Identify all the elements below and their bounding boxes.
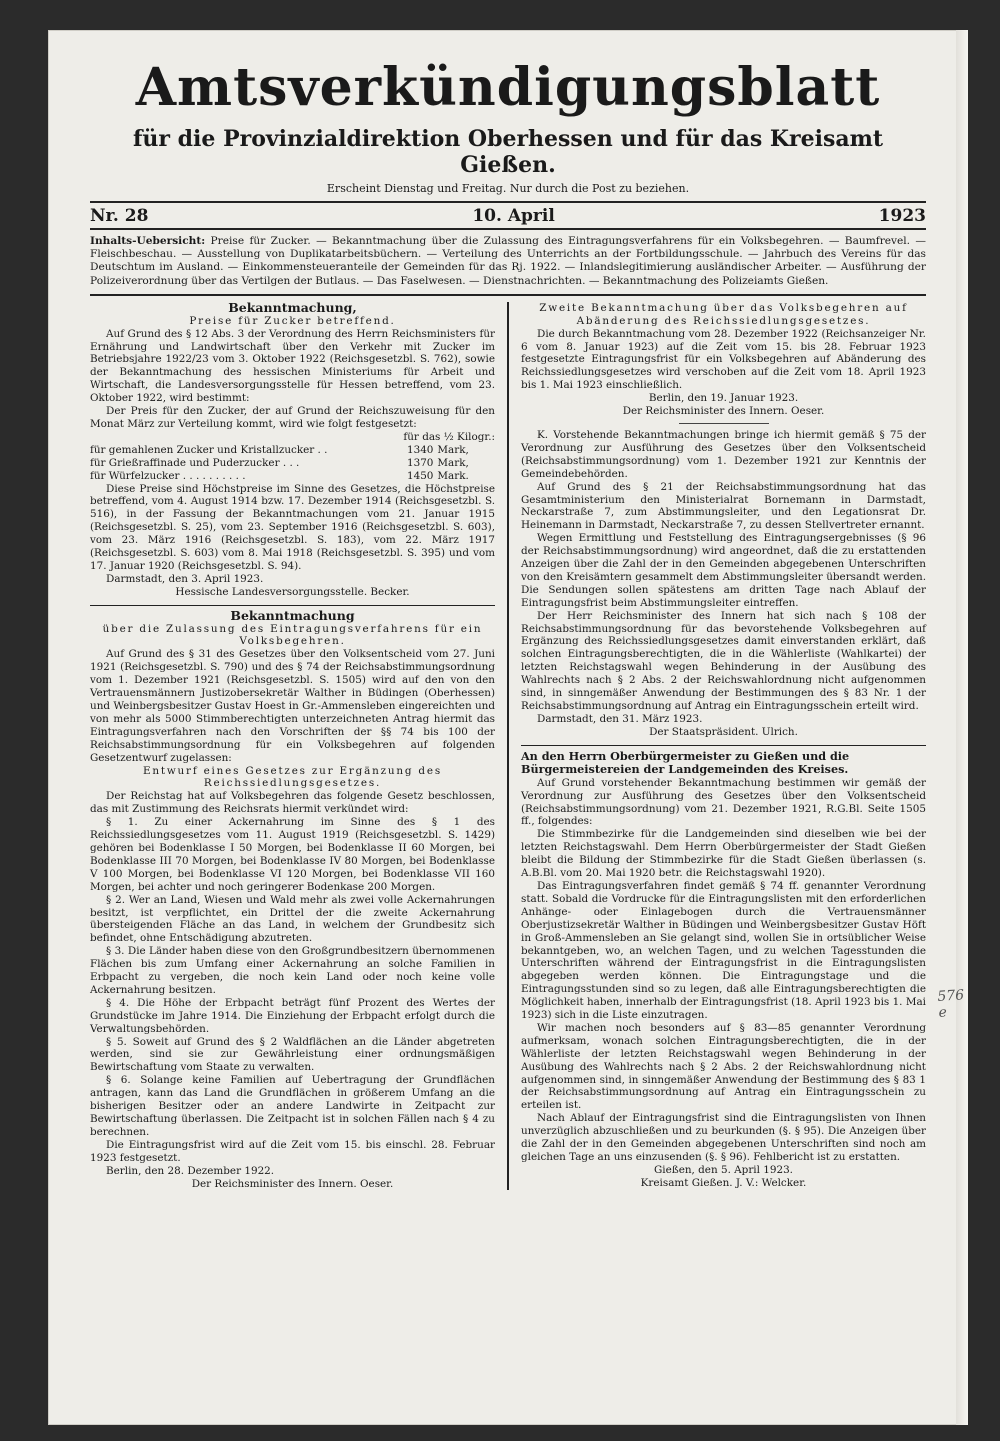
signature: Kreisamt Gießen. J. V.: Welcker. [640,1176,807,1189]
handwritten-margin-note: 576 e [936,987,965,1022]
second-notice-title: Zweite Bekanntmachung über das Volksbegehren auf Abänderung des Reichssiedlungsgesetzes. [539,301,908,327]
paragraph: Auf Grund des § 21 der Reichsabstimmungsordnung hat das Gesamtministerium den Ministerialrat Bornemann in Darmstadt, Neckarstraße 7, zum Abstimmungsleiter, und den Legationsrat Dr. Heinemann in Darmstadt, Neckarstraße 7, zu dessen Stellvertreter ernannt. [521,480,926,532]
place-date: Berlin, den 19. Januar 1923. [648,392,799,405]
paragraph: Der Preis für den Zucker, der auf Grund der Reichszuweisung für den Monat März zur Verteilung kommt, wird wie folgt festgesetzt: [90,405,495,430]
price-table-head: für das ½ Kilogr.: [403,430,495,443]
price-table [90,431,495,483]
place-date: Gießen, den 5. April 1923. [654,1163,793,1176]
price-unit: Mark, [437,456,469,469]
toc-label: Inhalts-Uebersicht: [90,235,206,247]
price-value: 1340 [406,443,434,456]
paragraph: Die Eintragungsfrist wird auf die Zeit vom 15. bis einschl. 28. Februar 1923 festgesetzt. [90,1138,495,1164]
law-paragraph-4: § 4. Die Höhe der Erbpacht beträgt fünf Prozent des Wertes der Grundstücke im Jahre 1914. Die Einziehung der Erbpacht erfolgt durch die Verwaltungsbehörden. [90,996,495,1035]
price-item: für Grießraffinade und Puderzucker . . . [90,456,300,469]
price-item: für Würfelzucker . . . . . . . . . . [90,469,246,482]
price-unit: Mark. [437,469,469,482]
paragraph: Der Herr Reichsminister des Innern hat sich nach § 108 der Reichsabstimmungsordnung für das bevorstehende Volksbegehren auf Ergänzung des Reichssiedlungsgesetzes damit einverstanden erklärt, daß solchen Eintragungsberechtigten, die in die Wählerliste (Wahlkartei) der letzten Reichstagswahl wegen Behinderung in der Ausübung des Wahlrechts nach § 2 Abs. 2 der Reichswahlordnung nicht aufgenommen sind, in sinngemäßer Anwendung der Bestimmungen des § 83 Nr. 1 der Reichsabstimmungsordnung auf Antrag ein Eintragungsschein erteilt wird. [521,609,926,712]
law-paragraph-5: § 5. Soweit auf Grund des § 2 Waldflächen an die Länder abgetreten werden, sind sie zur Gewährleistung einer ordnungsmäßigen Bewirtschaftung vom Staate zu verwalten. [90,1035,495,1074]
signature: Der Reichsminister des Innern. Oeser. [191,1177,394,1190]
law-paragraph-6: § 6. Solange keine Familien auf Uebertragung der Grundflächen antragen, kann das Land die Grundflächen in größerem Umfang an die bisherigen Besitzer oder an andere Landwirte in Zeitpacht zur Bewirtschaftung überlassen. Die Zeitpacht ist in solchen Fällen nach § 4 zu berechnen. [90,1074,495,1138]
paragraph: Die Stimmbezirke für die Landgemeinden sind dieselben wie bei der letzten Reichstagswahl. Dem Herrn Oberbürgermeister der Stadt Gießen bleibt die Bildung der Stimmbezirke für die Stadt Gießen überlassen (s. A.B.Bl. vom 20. Mai 1920 betr. die Reichstagswahl 1920). [521,828,926,880]
paragraph: Die durch Bekanntmachung vom 28. Dezember 1922 (Reichsanzeiger Nr. 6 vom 8. Januar 1923) auf die Zeit vom 15. bis 28. Februar 1923 festgesetzte Eintragungsfrist für ein Volksbegehren auf Abänderung des Reichssiedlungsgesetzes wird verschoben auf die Zeit vom 18. April 1923 bis 1. Mai 1923 einschließlich. [521,327,926,392]
sugar-notice-title: Bekanntmachung, [228,299,357,315]
issue-date: 10. April [472,206,555,226]
place-date: Berlin, den 28. Dezember 1922. [106,1164,275,1177]
paragraph: Auf Grund des § 12 Abs. 3 der Verordnung des Herrn Reichsministers für Ernährung und Landwirtschaft über den Verkehr mit Zucker im Betriebsjahre 1922/23 vom 3. Oktober 1922 (Reichsgesetzbl. S. 762), sowie der Bekanntmachung des hessischen Ministeriums für Arbeit und Wirtschaft, die Landesversorgungsstelle für Hessen betreffend, vom 23. Oktober 1922, wird bestimmt: [90,327,495,405]
price-value: 1370 [406,456,434,469]
paragraph: Nach Ablauf der Eintragungsfrist sind die Eintragungslisten von Ihnen unverzüglich abzuschließen und zu beurkunden (§. § 95). Die Anzeigen über die Zahl der in den Gemeinden abgegebenen Unterschriften sind noch am gleichen Tage an uns einzusenden (§. § 96). Fehlbericht ist zu erstatten. [521,1112,926,1163]
price-row [90,470,495,483]
publish-note: Erscheint Dienstag und Freitag. Nur durch die Post zu beziehen. [326,182,690,195]
issue-year: 1923 [878,206,926,226]
price-row [90,457,495,470]
document-page [48,30,968,1425]
petition-notice-subtitle: über die Zulassung des Eintragungsverfahrens für ein Volksbegehren. [102,622,483,648]
columns [90,299,926,1191]
petition-notice-title: Bekanntmachung [230,607,355,623]
price-table-header [90,431,495,444]
law-paragraph-3: § 3. Die Länder haben diese von den Großgrundbesitzern übernommenen Flächen bis zum Umfang einer Ackernahrung an solche Familien in Erbpacht zu vergeben, die noch kein Land oder noch keine volle Ackernahrung besitzen. [90,945,495,996]
place-date: Darmstadt, den 31. März 1923. [537,712,703,725]
right-column [509,302,926,1191]
signature: Der Staatspräsident. Ulrich. [649,725,798,738]
price-unit: Mark, [437,443,469,456]
page-edge [956,30,968,1425]
law-paragraph-1: § 1. Zu einer Ackernahrung im Sinne des § 1 des Reichssiedlungsgesetzes vom 11. August 1919 (Reichsgesetzbl. S. 1429) gehören bei Bodenklasse I 50 Morgen, bei Bodenklasse II 60 Morgen, bei Bodenklasse III 70 Morgen, bei Bodenklasse IV 80 Morgen, bei Bodenklasse V 100 Morgen, bei Bodenklasse VI 120 Morgen, bei Bodenklasse VII 160 Morgen, bei achter und noch geringerer Bodenkase 200 Morgen. [90,816,495,893]
paragraph: Auf Grund vorstehender Bekanntmachung bestimmen wir gemäß der Verordnung zur Ausführung des Gesetzes über den Volksentscheid (Reichsabstimmungsordnung) vom 21. Dezember 1921, R.G.Bl. Seite 1505 ff., folgendes: [521,776,926,828]
price-item: für gemahlenen Zucker und Kristallzucker . . [90,443,328,456]
sugar-notice-subtitle: Preise für Zucker betreffend. [189,314,396,327]
draft-law-title: Entwurf eines Gesetzes zur Ergänzung des Reichssiedlungsgesetzes. [143,764,442,790]
place-date: Darmstadt, den 3. April 1923. [106,572,264,585]
paragraph: Auf Grund des § 31 des Gesetzes über den Volksentscheid vom 27. Juni 1921 (Reichsgesetzbl. S. 790) und des § 74 der Reichsabstimmungsordnung vom 1. Dezember 1921 (Reichsgesetzbl. S. 1505) wird auf den von den Vertrauensmännern Justizobersekretär Walther in Büdingen (Oberhessen) und Weinbergsbesitzer Gustav Hoest in Gr.-Ammensleben eingereichten und von mehr als 5000 Stimmberechtigten unterzeichneten Antrag hiermit das Eintragungsverfahren nach den Vorschriften der §§ 74 bis 100 der Reichsabstimmungsordnung für ein Volksbegehren auf folgenden Gesetzentwurf zugelassen: [90,648,495,764]
masthead-title: Amtsverkündigungsblatt [135,57,881,118]
left-column [90,299,507,1191]
issue-number: Nr. 28 [90,206,149,226]
paragraph: Wegen Ermittlung und Feststellung des Eintragungsergebnisses (§ 96 der Reichsabstimmungsordnung) wird angeordnet, daß die zu erstattenden Anzeigen über die Zahl der in den Gemeinden abgegebenen Unterschriften von den Kreisämtern gesammelt dem Abstimmungsleiter übersandt werden. Die Sendungen sollen spätestens am dritten Tage nach Ablauf der Eintragungsfrist beim Abstimmungsleiter eintreffen. [521,532,926,609]
signature: Der Reichsminister des Innern. Oeser. [622,405,825,418]
toc-text: Preise für Zucker. — Bekanntmachung über die Zulassung des Eintragungsverfahrens für ein Volksbegehren. — Baumfrevel. — Fleischbeschau. — Ausstellung von Duplikatarbeitsbüchern. — Verteilung des Unterrichts an der Fortbildungsschule. — Jahrbuch des Vereins für das Deutschtum im Ausland. — Einkommensteueranteile der Gemeinden für das Rj. 1922. — Inlandslegitimierung ausländischer Arbeiter. — Ausführung der Polizeiverordnung über das Vertilgen der Butlaus. — Das Faselwesen. — Dienstnachrichten. — Bekanntmachung des Polizeiamts Gießen. [90,235,927,287]
paragraph: Diese Preise sind Höchstpreise im Sinne des Gesetzes, die Höchstpreise betreffend, vom 4. August 1914 bzw. 17. Dezember 1914 (Reichsgesetzbl. S. 516), in der Fassung der Bekanntmachungen vom 21. Januar 1915 (Reichsgesetzbl. S. 25), vom 23. September 1916 (Reichsgesetzbl. S. 603), vom 23. März 1916 (Reichsgesetzbl. S. 183), vom 22. März 1917 (Reichsgesetzbl. S. 603) vom 8. Mai 1918 (Reichsgesetzbl. S. 395) und vom 17. Januar 1920 (Reichsgesetzbl. S. 94). [90,482,495,572]
table-of-contents [90,235,926,296]
short-divider [679,423,769,424]
section-divider [90,605,495,606]
page-content [90,50,926,1190]
signature: Hessische Landesversorgungsstelle. Becker. [175,585,410,598]
price-value: 1450 [406,469,434,482]
paragraph: Der Reichstag hat auf Volksbegehren das folgende Gesetz beschlossen, das mit Zustimmung des Reichsrats hiermit verkündet wird: [90,790,495,816]
law-paragraph-2: § 2. Wer an Land, Wiesen und Wald mehr als zwei volle Ackernahrungen besitzt, ist verpflichtet, ein Drittel der die zweite Ackernahrung übersteigenden Fläche an das Land, in welchem der Grundbesitz sich befindet, ohne Entschädigung abzutreten. [90,893,495,945]
section-divider [521,745,926,746]
paragraph: Wir machen noch besonders auf § 83—85 genannter Verordnung aufmerksam, wonach solchen Eintragungsberechtigten, die in der Wählerliste der letzten Reichstagswahl wegen Behinderung in der Ausübung des Wahlrechts nach § 2 Abs. 2 der Reichswahlordnung nicht aufgenommen sind, in sinngemäßer Anwendung der Bestimmung des § 83 1 der Reichsabstimmungsordnung auf Antrag ein Eintragungsschein zu erteilen ist. [521,1021,926,1112]
issue-line [90,201,926,230]
mayor-notice-title: An den Herrn Oberbürgermeister zu Gießen und die Bürgermeistereien der Landgemeinden des Kreises. [521,748,850,777]
paragraph: Das Eintragungsverfahren findet gemäß § 74 ff. genannter Verordnung statt. Sobald die Vordrucke für die Eintragungslisten mit den erforderlichen Anhänge- oder Einlagebogen durch die Vertrauensmänner Oberjustizsekretär Walther in Büdingen und Weinbergsbesitzer Gustav Höft in Groß-Ammensleben an Sie gelangt sind, wollen Sie in ortsüblicher Weise bekanntgeben, wo, an welchen Tagen, und zu welchen Tagesstunden die Unterschriften während der Eintragungsfrist in die Eintragungslisten abgegeben werden können. Die Eintragungstage und die Eintragungsstunden sind so zu legen, daß alle Eintragungsberechtigten die Möglichkeit haben, innerhalb der Eintragungsfrist (18. April 1923 bis 1. Mai 1923) sich in die Liste einzutragen. [521,879,926,1022]
price-row [90,444,495,457]
masthead-subtitle: für die Provinzialdirektion Oberhessen und für das Kreisamt Gießen. [132,126,884,178]
paragraph: K. Vorstehende Bekanntmachungen bringe ich hiermit gemäß § 75 der Verordnung zur Ausführung des Gesetzes über den Volksentscheid (Reichsabstimmungsordnung) vom 1. Dezember 1921 zur Kenntnis der Gemeindebehörden. [521,428,926,480]
